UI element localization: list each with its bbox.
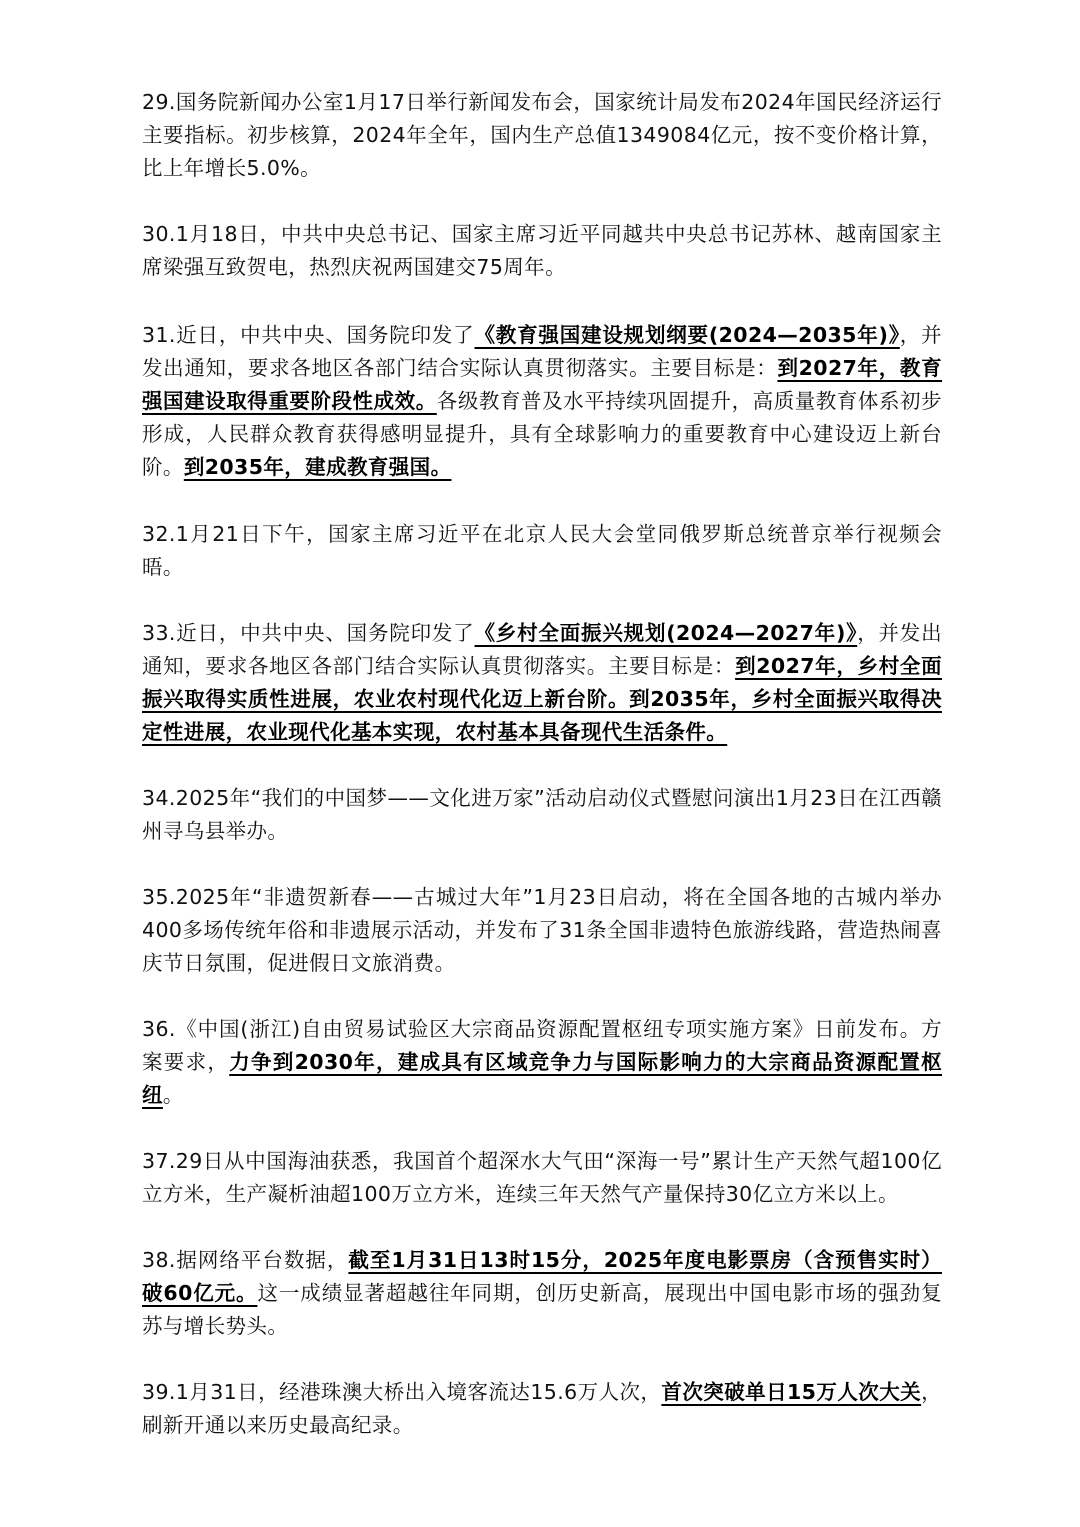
news-item-30-text: 30.1月18日，中共中央总书记、国家主席习近平同越共中央总书记苏林、越南国家主席梁强互致贺电，热烈庆祝两国建交75周年。 (142, 222, 942, 279)
news-item-33-highlight-goals: 到2027年，乡村全面振兴取得实质性进展，农业农村现代化迈上新台阶。到2035年，乡村全面振兴取得决定性进展，农业现代化基本实现，农村基本具备现代生活条件。 (142, 654, 942, 744)
news-item-29-text: 29.国务院新闻办公室1月17日举行新闻发布会，国家统计局发布2024年国民经济运行主要指标。初步核算，2024年全年，国内生产总值1349084亿元，按不变价格计算，比上年增长5.0%。 (142, 90, 942, 180)
news-item-36-text-2: 。 (162, 1083, 184, 1107)
news-item-37-text: 37.29日从中国海油获悉，我国首个超深水大气田“深海一号”累计生产天然气超100亿立方米，生产凝析油超100万立方米，连续三年天然气产量保持30亿立方米以上。 (142, 1149, 942, 1206)
news-item-36-text-1: 36.《中国(浙江)自由贸易试验区大宗商品资源配置枢纽专项实施方案》日前发布。方案要求， (142, 1017, 942, 1074)
news-item-33-text-1: 33.近日，中共中央、国务院印发了 (142, 621, 475, 645)
news-item-35-text: 35.2025年“非遗贺新春——古城过大年”1月23日启动，将在全国各地的古城内举办400多场传统年俗和非遗展示活动，并发布了31条全国非遗特色旅游线路，营造热闹喜庆节日氛围，促进假日文旅消费。 (142, 885, 942, 975)
news-item-38-highlight-box-office: 截至1月31日13时15分，2025年度电影票房（含预售实时）破60亿元。 (142, 1248, 942, 1305)
news-item-36 (142, 1013, 942, 1112)
news-item-31-text-2: ，并发出通知，要求各地区各部门结合实际认真贯彻落实。主要目标是： (142, 323, 943, 380)
news-item-39-text-2: ，刷新开通以来历史最高纪录。 (142, 1380, 942, 1437)
news-item-31-highlight-goal-2027: 到2027年，教育强国建设取得重要阶段性成效。 (142, 356, 942, 413)
news-item-33-highlight-title: 《乡村全面振兴规划(2024—2027年)》 (474, 621, 858, 645)
news-item-31-highlight-goal-2035: 到2035年，建成教育强国。 (183, 455, 452, 479)
news-item-30 (142, 218, 942, 284)
news-item-31-text-1: 31.近日，中共中央、国务院印发了 (142, 323, 475, 347)
news-item-31 (142, 319, 942, 484)
news-item-39-highlight-record: 首次突破单日15万人次大关 (661, 1380, 922, 1404)
news-item-31-text-3: 各级教育普及水平持续巩固提升，高质量教育体系初步形成，人民群众教育获得感明显提升，具有全球影响力的重要教育中心建设迈上新台阶。 (142, 389, 942, 479)
news-item-34-text: 34.2025年“我们的中国梦——文化进万家”活动启动仪式暨慰问演出1月23日在江西赣州寻乌县举办。 (142, 786, 942, 843)
news-item-29 (142, 86, 942, 185)
news-item-35 (142, 881, 942, 980)
news-item-31-highlight-title: 《教育强国建设规划纲要(2024—2035年)》 (474, 323, 900, 347)
news-item-32 (142, 518, 942, 584)
news-item-37 (142, 1145, 942, 1211)
news-item-39-text-1: 39.1月31日，经港珠澳大桥出入境客流达15.6万人次， (142, 1380, 662, 1404)
news-item-32-text: 32.1月21日下午，国家主席习近平在北京人民大会堂同俄罗斯总统普京举行视频会晤。 (142, 522, 942, 579)
news-item-38 (142, 1244, 942, 1343)
news-item-36-highlight-goal: 力争到2030年，建成具有区域竞争力与国际影响力的大宗商品资源配置枢纽 (142, 1050, 942, 1107)
news-item-33 (142, 617, 942, 749)
news-item-38-text-1: 38.据网络平台数据， (142, 1248, 349, 1272)
news-item-39 (142, 1376, 942, 1442)
news-item-34 (142, 782, 942, 848)
document-page (142, 86, 942, 1475)
news-item-33-text-2: ，并发出通知，要求各地区各部门结合实际认真贯彻落实。主要目标是： (142, 621, 943, 678)
news-item-38-text-2: 这一成绩显著超越往年同期，创历史新高，展现出中国电影市场的强劲复苏与增长势头。 (142, 1281, 942, 1338)
